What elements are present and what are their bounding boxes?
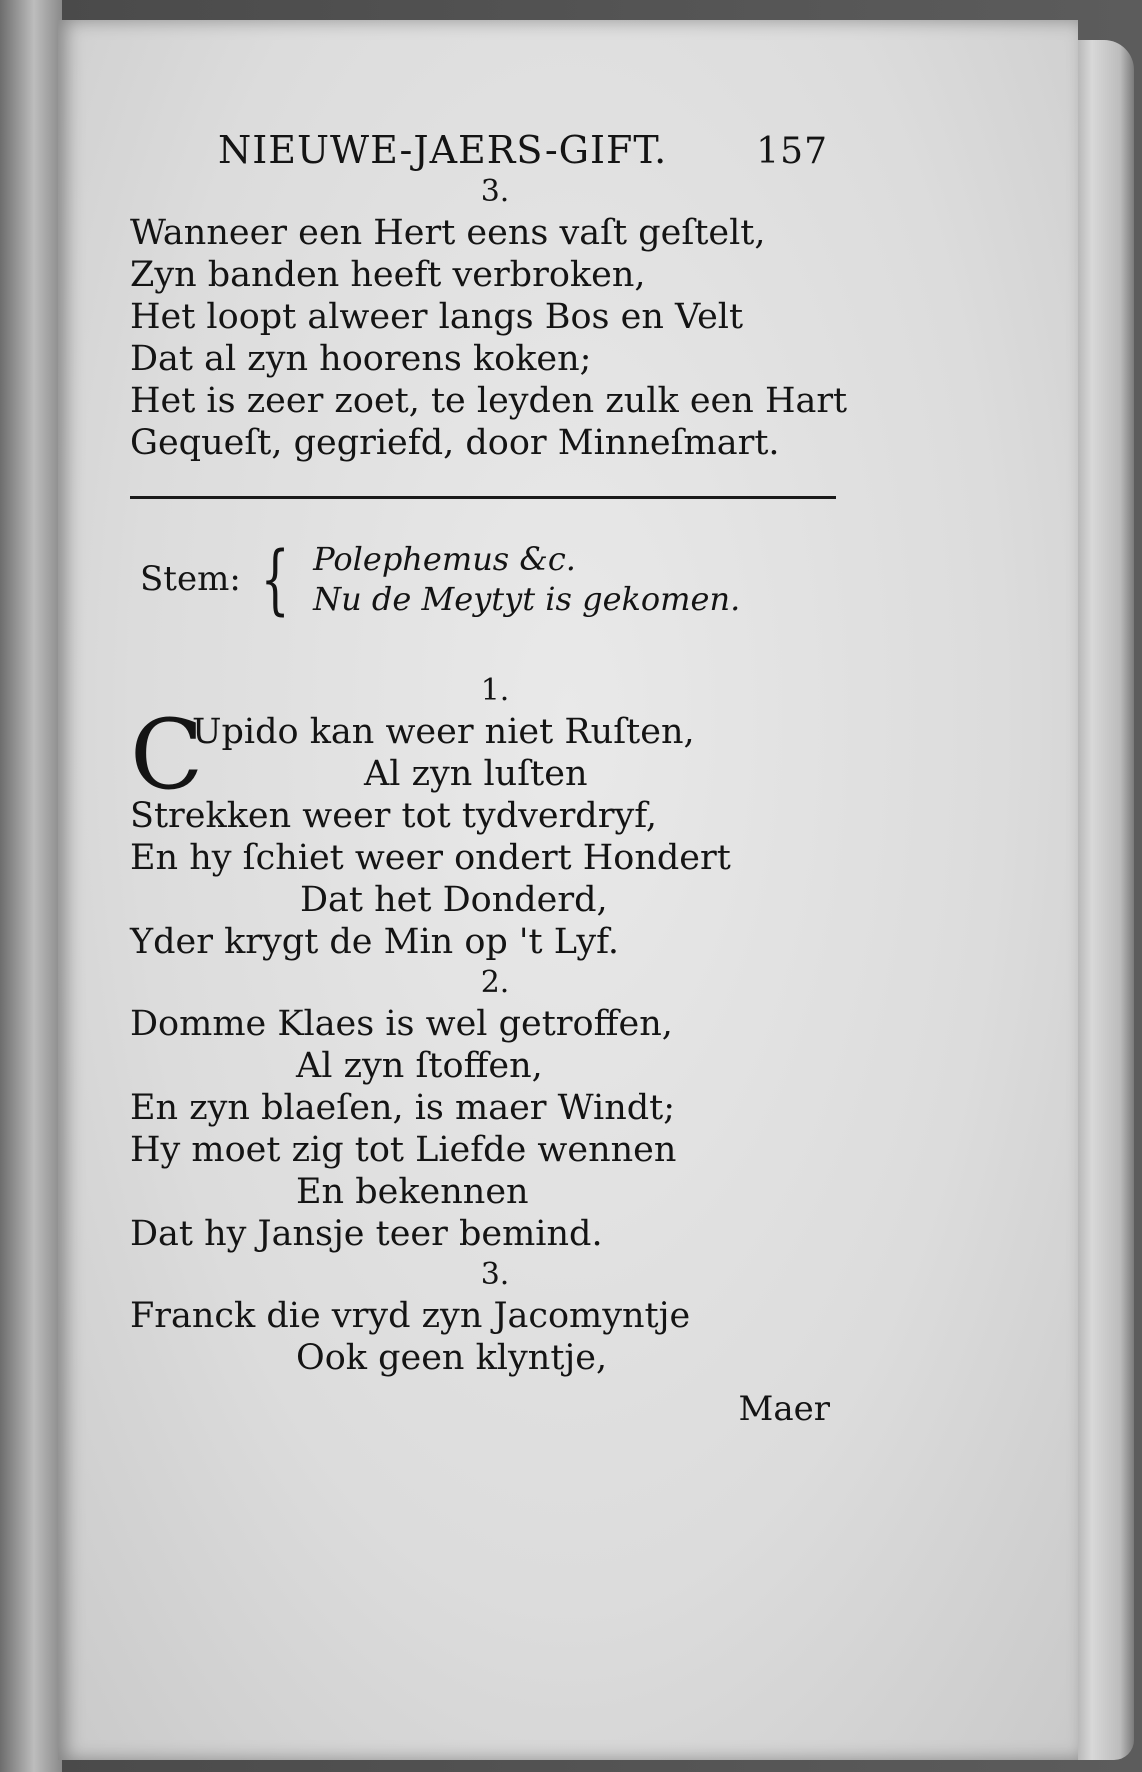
verse-line: Zyn banden heeft verbroken, — [130, 255, 646, 295]
stem-label: Stem: — [140, 559, 241, 599]
verse-line: Strekken weer tot tydverdryf, — [130, 796, 658, 836]
page-content — [130, 128, 890, 1429]
verse-line: Al zyn luſten — [364, 754, 588, 794]
tune-indication — [140, 534, 890, 623]
verse-line: Hy moet zig tot Liefde wennen — [130, 1130, 677, 1170]
left-page-edge — [0, 0, 62, 1772]
verse-line: Upido kan weer niet Ruſten, — [192, 712, 695, 752]
verse-line: Dat al zyn hoorens koken; — [130, 339, 592, 379]
verse-line: Gequeſt, gegriefd, door Minneſmart. — [130, 423, 780, 463]
section-divider — [130, 496, 836, 499]
verse-line: Wanneer een Hert eens vaſt geſtelt, — [130, 213, 766, 253]
verse-line: Ook geen klyntje, — [296, 1338, 608, 1378]
catchword: Maer — [738, 1389, 830, 1429]
verse-number: 1. — [480, 673, 510, 708]
verse-line: Het is zeer zoet, te leyden zulk een Hart — [130, 381, 848, 421]
verse-line: Al zyn ſtoffen, — [296, 1046, 543, 1086]
verse-line: En bekennen — [296, 1172, 529, 1212]
verse-line: Dat hy Jansje teer bemind. — [130, 1214, 603, 1254]
tune-name: Polephemus &c. — [313, 540, 576, 578]
verse-line: En zyn blaeſen, is maer Windt; — [130, 1088, 675, 1128]
brace-glyph: { — [260, 534, 290, 623]
drop-cap: C — [130, 699, 204, 811]
tune-list — [313, 539, 740, 619]
verse-line: Franck die vryd zyn Jacomyntje — [130, 1296, 691, 1336]
verse-line: En hy ſchiet weer ondert Hondert — [130, 838, 731, 878]
verse-line: Het loopt alweer langs Bos en Velt — [130, 297, 744, 337]
tune-name: Nu de Meytyt is gekomen. — [313, 580, 741, 618]
verse-1 — [130, 699, 890, 963]
verse-2 — [130, 1003, 890, 1255]
verse-number: 3. — [480, 1257, 510, 1292]
running-header — [218, 128, 828, 172]
verse-line: Yder krygt de Min op 't Lyf. — [130, 922, 619, 962]
verse-3 — [130, 1295, 890, 1379]
page-number: 157 — [756, 131, 828, 172]
stanza-number: 3. — [480, 174, 510, 209]
stanza-a — [130, 212, 890, 464]
verse-number: 2. — [480, 965, 510, 1000]
verse-line: Dat het Donderd, — [300, 880, 608, 920]
verse-line: Domme Klaes is wel getroffen, — [130, 1004, 673, 1044]
running-title: NIEUWE-JAERS-GIFT. — [218, 128, 668, 172]
book-page — [58, 20, 1078, 1760]
